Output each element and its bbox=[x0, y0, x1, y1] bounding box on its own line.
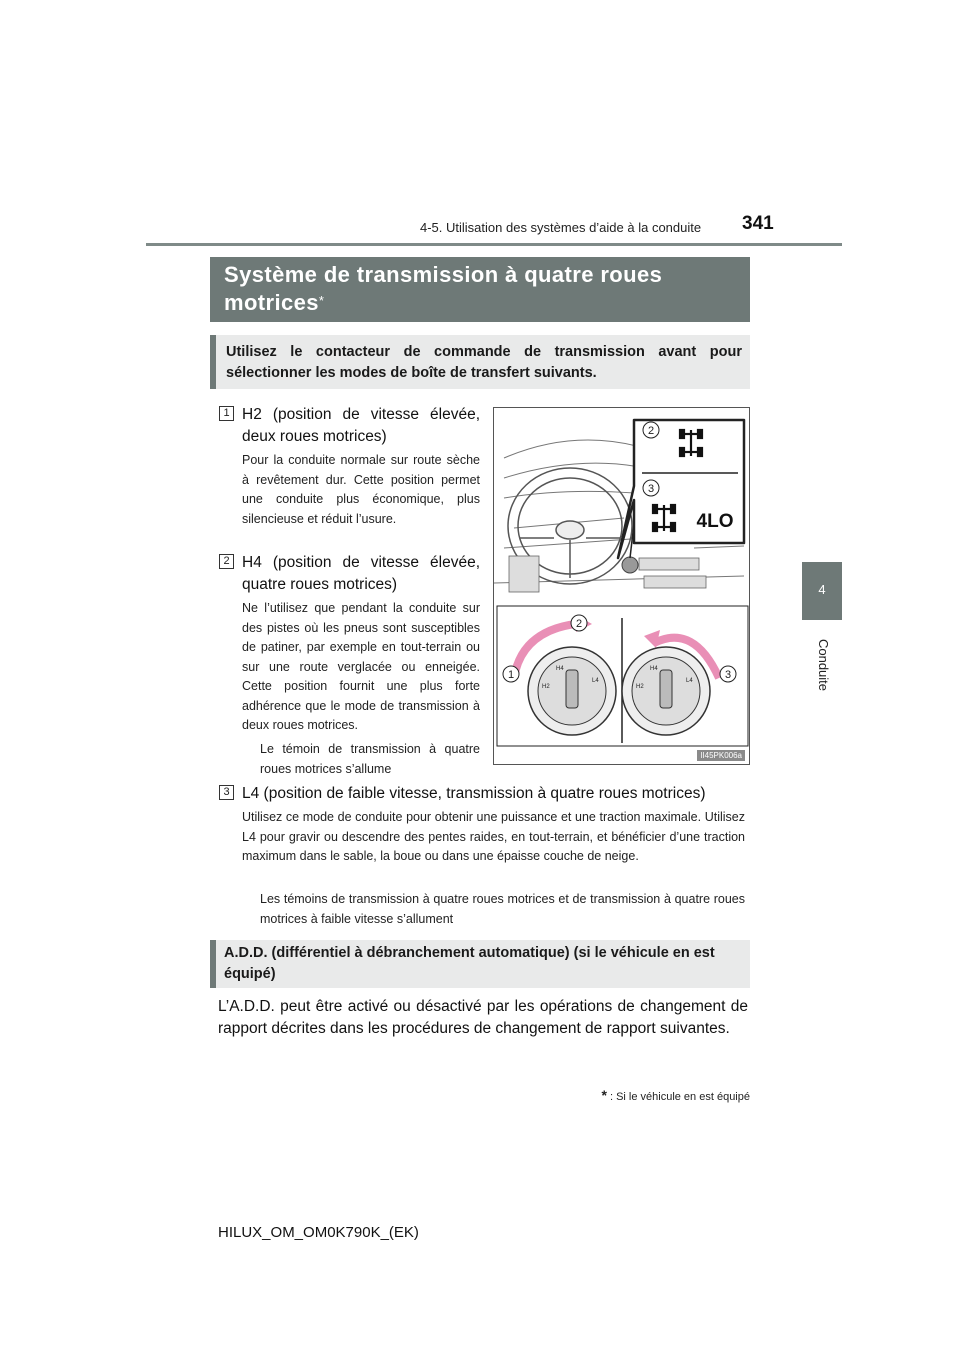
item-title-l4: L4 (position de faible vitesse, transmission à quatre roues motrices) bbox=[242, 785, 706, 802]
add-heading: A.D.D. (différentiel à débranchement automatique) (si le véhicule en est équipé) bbox=[224, 945, 715, 982]
dashboard-illustration bbox=[494, 408, 750, 765]
add-text: L’A.D.D. peut être activé ou désactivé par les opérations de changement de rapport décrites dans les procédures de changement de rapport suivantes. bbox=[218, 998, 748, 1037]
svg-text:H4: H4 bbox=[556, 666, 564, 672]
chapter-number: 4 bbox=[818, 582, 826, 597]
svg-text:1: 1 bbox=[507, 669, 515, 681]
svg-text:2: 2 bbox=[647, 425, 655, 437]
svg-text:L4: L4 bbox=[592, 678, 599, 684]
footnote-text: : Si le véhicule en est équipé bbox=[609, 1091, 750, 1103]
footnote-marker: * bbox=[601, 1087, 607, 1103]
intro-text: Utilisez le contacteur de commande de transmission avant pour sélectionner les modes de boîte de transfert suivants. bbox=[226, 344, 742, 381]
title-marker: * bbox=[318, 293, 325, 308]
svg-text:3: 3 bbox=[724, 669, 732, 681]
item-title-h4: H4 (position de vitesse élevée, quatre roues motrices) bbox=[242, 554, 480, 593]
right-dial-icon bbox=[622, 630, 719, 735]
add-heading-box bbox=[210, 940, 750, 988]
chapter-tab[interactable] bbox=[802, 562, 842, 620]
chapter-label: Conduite bbox=[816, 638, 831, 692]
svg-text:H2: H2 bbox=[542, 684, 550, 690]
svg-text:2: 2 bbox=[575, 618, 583, 630]
item-number-2: 2 bbox=[219, 554, 234, 569]
item-title-h2: H2 (position de vitesse élevée, deux roues motrices) bbox=[242, 406, 480, 445]
4lo-label: 4LO bbox=[696, 511, 734, 532]
item-number-1: 1 bbox=[219, 406, 234, 421]
item-note-l4: Les témoins de transmission à quatre roues motrices et de transmission à quatre roues motrices à faible vitesse s’allument bbox=[260, 892, 745, 926]
switch-location-icon bbox=[622, 557, 638, 573]
footnote bbox=[570, 1087, 750, 1103]
svg-text:L4: L4 bbox=[686, 678, 693, 684]
item-body-h4: Ne l’utilisez que pendant la conduite sur des pistes où les pneus sont susceptibles de patiner, par exemple en tout-terrain ou sur une route verglacée ou enneigée. Cette position fournit une plus forte adhérence que le mode de transmission à deux roues motrices. bbox=[242, 601, 480, 732]
section-title: 4-5. Utilisation des systèmes d’aide à la conduite bbox=[420, 220, 702, 235]
page-title-text: Système de transmission à quatre roues motrices bbox=[224, 262, 663, 315]
item-number-3: 3 bbox=[219, 785, 234, 800]
left-dial-icon bbox=[514, 615, 616, 735]
page-title bbox=[224, 261, 736, 317]
document-id: HILUX_OM_OM0K790K_(EK) bbox=[218, 1224, 419, 1241]
item-body-l4: Utilisez ce mode de conduite pour obtenir une puissance et une traction maximale. Utilisez L4 pour gravir ou descendre des pentes raides, en tout-terrain, et bénéficier d’une traction maximum dans le sable, la boue ou dans une épaisse couche de neige. bbox=[242, 810, 745, 863]
page-title-box bbox=[210, 257, 750, 322]
figure-id: II45PK006a bbox=[697, 750, 745, 761]
svg-text:3: 3 bbox=[647, 483, 655, 495]
page-number: 341 bbox=[742, 213, 774, 234]
transfer-switch-figure bbox=[493, 407, 750, 765]
svg-text:H4: H4 bbox=[650, 666, 658, 672]
item-body-h2: Pour la conduite normale sur route sèche à revêtement dur. Cette position permet une conduite plus économique, plus silencieuse et réduit l’usure. bbox=[242, 453, 480, 526]
svg-text:H2: H2 bbox=[636, 684, 644, 690]
header-rule bbox=[146, 243, 842, 246]
intro-box bbox=[210, 335, 750, 389]
item-note-h4: Le témoin de transmission à quatre roues motrices s’allume bbox=[260, 742, 480, 776]
indicator-panel bbox=[618, 420, 744, 558]
